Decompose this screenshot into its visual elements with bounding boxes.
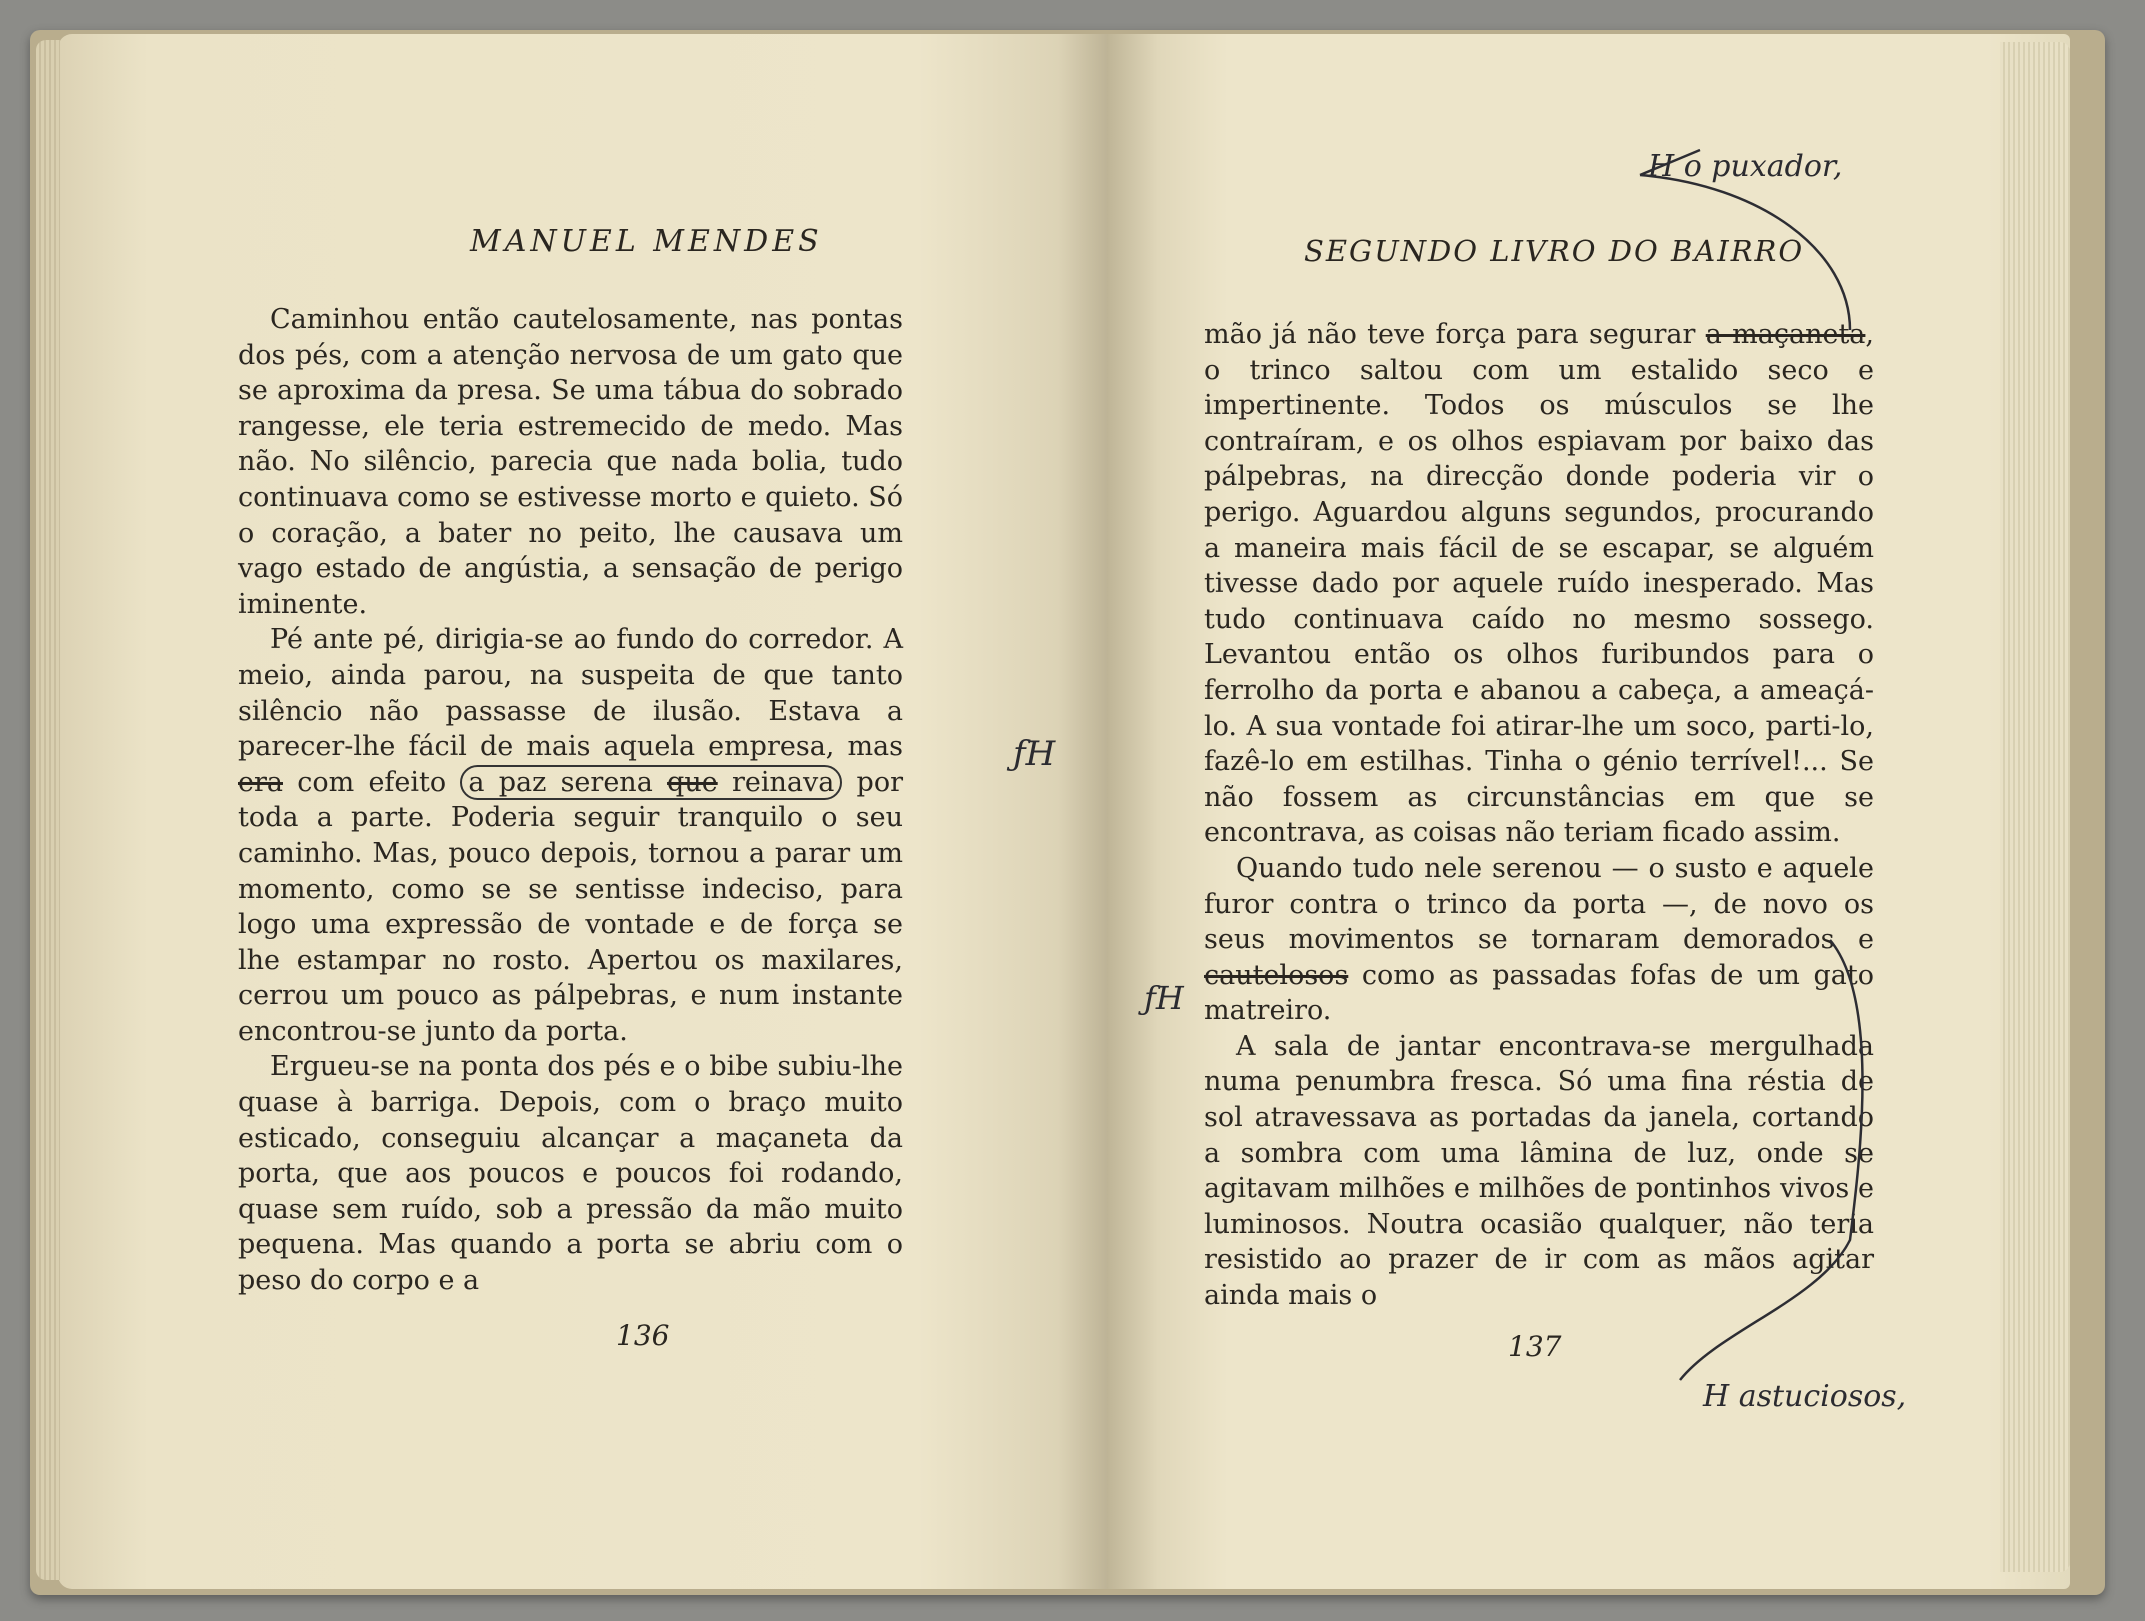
left-paragraph-3: Ergueu-se na ponta dos pés e o bibe subiu-lhe quase à barriga. Depois, com o braço muito esticado, conseguiu alcançar a maçaneta da porta, que aos poucos e poucos foi rodando, quase sem ruído, sob a pressão da mão muito pequena. Mas quando a porta se abriu com o peso do corpo e a bbox=[238, 1051, 903, 1297]
left-paragraph-2 bbox=[238, 622, 903, 1049]
left-page-edges bbox=[36, 40, 60, 1580]
right-page-edges bbox=[2000, 42, 2070, 1572]
right-page bbox=[1108, 34, 2070, 1589]
right-running-head: SEGUNDO LIVRO DO BAIRRO bbox=[1304, 234, 1805, 268]
right-paragraph-2 bbox=[1204, 851, 1874, 1029]
right-paragraph-3: A sala de jantar encontrava-se mergulhada numa penumbra fresca. Só uma fina réstia de sol atravessava as portadas da janela, cortando a sombra com uma lâmina de luz, onde se agitavam milhões e milhões de pontinhos vivos e luminosos. Noutra ocasião qualquer, não teria resistido ao prazer de ir com as mãos agitar ainda mais o bbox=[1204, 1030, 1874, 1312]
right-p2-text-a: Quando tudo nele serenou — o susto e aquele furor contra o trinco da porta —, de novo os seus movimentos se tornaram demorados e bbox=[1204, 852, 1874, 956]
right-p2-text-b: como as passadas fofas de um gato matreiro. bbox=[1204, 959, 1874, 1027]
open-book bbox=[30, 30, 2105, 1595]
right-paragraph-1 bbox=[1204, 317, 1874, 851]
handwritten-note-top: H o puxador, bbox=[1648, 149, 1843, 184]
left-page bbox=[58, 34, 1108, 1589]
left-page-number: 136 bbox=[616, 1319, 670, 1352]
left-margin-note: ƒH bbox=[1013, 734, 1056, 774]
right-p1-text-a: mão já não teve força para segurar bbox=[1204, 319, 1706, 350]
left-page-body bbox=[238, 302, 903, 1299]
left-p2-text-b: com efeito bbox=[282, 766, 461, 798]
circled-text-b: reinava bbox=[731, 766, 835, 798]
left-p2-text-c: por toda a parte. Poderia seguir tranquilo o seu caminho. Mas, pouco depois, tornou a parar um momento, como se se sentisse indeciso, para logo uma expressão de vontade e de força se lhe estampar no rosto. Apertou os maxilares, cerrou um pouco as pálpebras, e num instante encontrou-se junto da porta. bbox=[238, 766, 904, 1047]
circled-text-a: a paz serena bbox=[468, 766, 653, 798]
left-p2-text-a: Pé ante pé, dirigia-se ao fundo do corredor. A meio, ainda parou, na suspeita de que tanto silêncio não passasse de ilusão. Estava a parecer-lhe fácil de mais aquela empresa, mas bbox=[238, 624, 903, 763]
struck-word-era: era bbox=[238, 766, 283, 798]
struck-word-cautelosos: cautelosos bbox=[1204, 959, 1349, 991]
left-paragraph-1: Caminhou então cautelosamente, nas pontas dos pés, com a atenção nervosa de um gato que se aproxima da presa. Se uma tábua do sobrado rangesse, ele teria estremecido de medo. Mas não. No silêncio, parecia que nada bolia, tudo continuava como se estivesse morto e quieto. Só o coração, a bater no peito, lhe causava um vago estado de angústia, a sensação de perigo iminente. bbox=[238, 304, 903, 620]
right-margin-note: ƒH bbox=[1144, 979, 1184, 1017]
struck-word-que: que bbox=[667, 766, 718, 798]
struck-word-macaneta: a maçaneta bbox=[1705, 319, 1866, 350]
handwritten-note-bottom: H astuciosos, bbox=[1703, 1379, 1907, 1414]
right-p1-text-b: , o trinco saltou com um estalido seco e impertinente. Todos os músculos se lhe contraíram, e os olhos espiavam por baixo das pálpebras, na direcção donde poderia vir o perigo. Aguardou alguns segundos, procurando a maneira mais fácil de se escapar, se alguém tivesse dado por aquele ruído inesperado. Mas tudo continuava caído no mesmo sossego. Levantou então os olhos furibundos para o ferrolho da porta e abanou a cabeça, a ameaçá-lo. A sua vontade foi atirar-lhe um soco, parti-lo, fazê-lo em estilhas. Tinha o génio terrível!... Se não fossem as circunstâncias em que se encontrava, as coisas não teriam ficado assim. bbox=[1204, 319, 1874, 849]
right-page-number: 137 bbox=[1508, 1330, 1562, 1363]
right-page-body bbox=[1204, 317, 1874, 1314]
left-running-head: MANUEL MENDES bbox=[470, 224, 823, 259]
circled-phrase bbox=[460, 765, 842, 800]
